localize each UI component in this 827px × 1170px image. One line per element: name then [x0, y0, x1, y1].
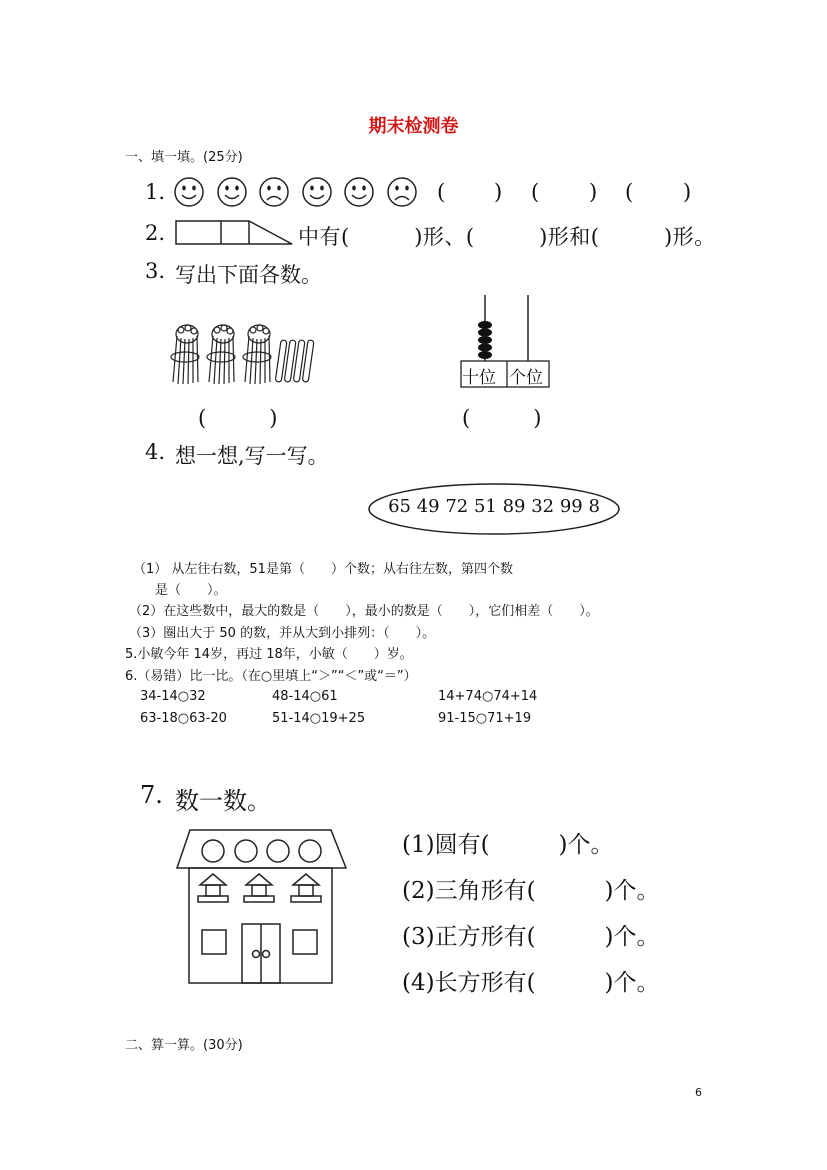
q1-blank-2-open: (	[531, 180, 540, 204]
window-lantern	[198, 874, 228, 902]
abacus-bead	[478, 344, 492, 352]
smiley-face-icon	[343, 176, 375, 208]
square-window	[202, 930, 226, 954]
abacus-bead	[478, 351, 492, 359]
frowning-face-icon	[386, 176, 418, 208]
q2-shape-figure	[175, 220, 295, 246]
frowning-face-icon	[258, 176, 290, 208]
smiley-face-icon	[173, 176, 205, 208]
window-lantern	[244, 874, 274, 902]
window-lantern	[291, 874, 321, 902]
q6-item: 14+74○74+14	[438, 689, 538, 704]
q4-number: 4.	[145, 440, 166, 464]
q1-number: 1.	[145, 180, 166, 204]
q1-blank-1-open: (	[437, 180, 446, 204]
q4-part-2: （2）在这些数中，最大的数是（ ），最小的数是（ ），它们相差（ ）。	[129, 604, 599, 619]
stick-bundle	[171, 325, 199, 384]
single-sticks	[275, 340, 314, 382]
q7-line-1: (1)圆有( )个。	[402, 832, 614, 858]
roof-circle	[267, 840, 289, 862]
square-window	[293, 930, 317, 954]
stick-bundle	[207, 325, 235, 384]
roof-circle	[299, 840, 321, 862]
number-sequence: 65 49 72 51 89 32 99 8	[388, 496, 600, 517]
q1-blank-3-open: (	[625, 180, 634, 204]
roof-circle	[235, 840, 257, 862]
q3-blank-left: ( )	[198, 406, 278, 430]
abacus-bead	[478, 329, 492, 337]
q6-item: 91-15○71+19	[438, 711, 532, 726]
q2-text: 中有( )形、( )形和( )形。	[298, 225, 716, 249]
q6-title: 6.（易错）比一比。（在○里填上“＞”“＜”或“＝”）	[125, 669, 417, 684]
q6-item: 51-14○19+25	[272, 711, 366, 726]
q4-part-3: （3）圈出大于 50 的数，并从大到小排列：（ ）。	[129, 626, 436, 641]
q6-item: 63-18○63-20	[140, 711, 227, 726]
q2-number: 2.	[145, 221, 166, 245]
q1-blank-2-close: )	[589, 180, 598, 204]
q4-text: 想一想,写一写。	[175, 444, 329, 468]
stick-bundle	[243, 325, 271, 384]
q7-text: 数一数。	[175, 787, 271, 815]
page-number: 6	[695, 1086, 702, 1099]
q1-blank-3-close: )	[683, 180, 692, 204]
section-2-heading: 二、算一算。(30分)	[125, 1038, 243, 1053]
q3-number: 3.	[145, 259, 166, 283]
roof-circle	[202, 840, 224, 862]
house-figure	[176, 828, 348, 988]
q7-line-4: (4)长方形有( )个。	[402, 970, 660, 996]
q1-blank-1-close: )	[494, 180, 503, 204]
q6-item: 48-14○61	[272, 689, 338, 704]
q5-text: 5.小敏今年 14岁，再过 18年，小敏（ ）岁。	[125, 647, 413, 662]
q4-part-1b: 是（ ）。	[155, 583, 227, 598]
q4-part-1a: （1） 从左往右数，51是第（ ）个数；从右往左数，第四个数	[133, 562, 513, 577]
q6-item: 34-14○32	[140, 689, 206, 704]
sticks-bundles-figure	[165, 322, 325, 388]
tens-beads	[478, 321, 492, 359]
q3-text: 写出下面各数。	[175, 263, 322, 287]
q7-line-2: (2)三角形有( )个。	[402, 878, 660, 904]
section-1-heading: 一、填一填。(25分)	[125, 150, 243, 165]
smiley-face-icon	[301, 176, 333, 208]
smiley-face-icon	[216, 176, 248, 208]
q3-blank-right: ( )	[462, 406, 542, 430]
q7-number: 7.	[140, 781, 163, 809]
q7-line-3: (3)正方形有( )个。	[402, 924, 660, 950]
abacus-bead	[478, 321, 492, 329]
abacus-ones-label: 个位	[509, 368, 543, 388]
abacus-tens-label: 十位	[462, 368, 496, 388]
abacus-bead	[478, 336, 492, 344]
page-title: 期末检测卷	[368, 116, 459, 137]
